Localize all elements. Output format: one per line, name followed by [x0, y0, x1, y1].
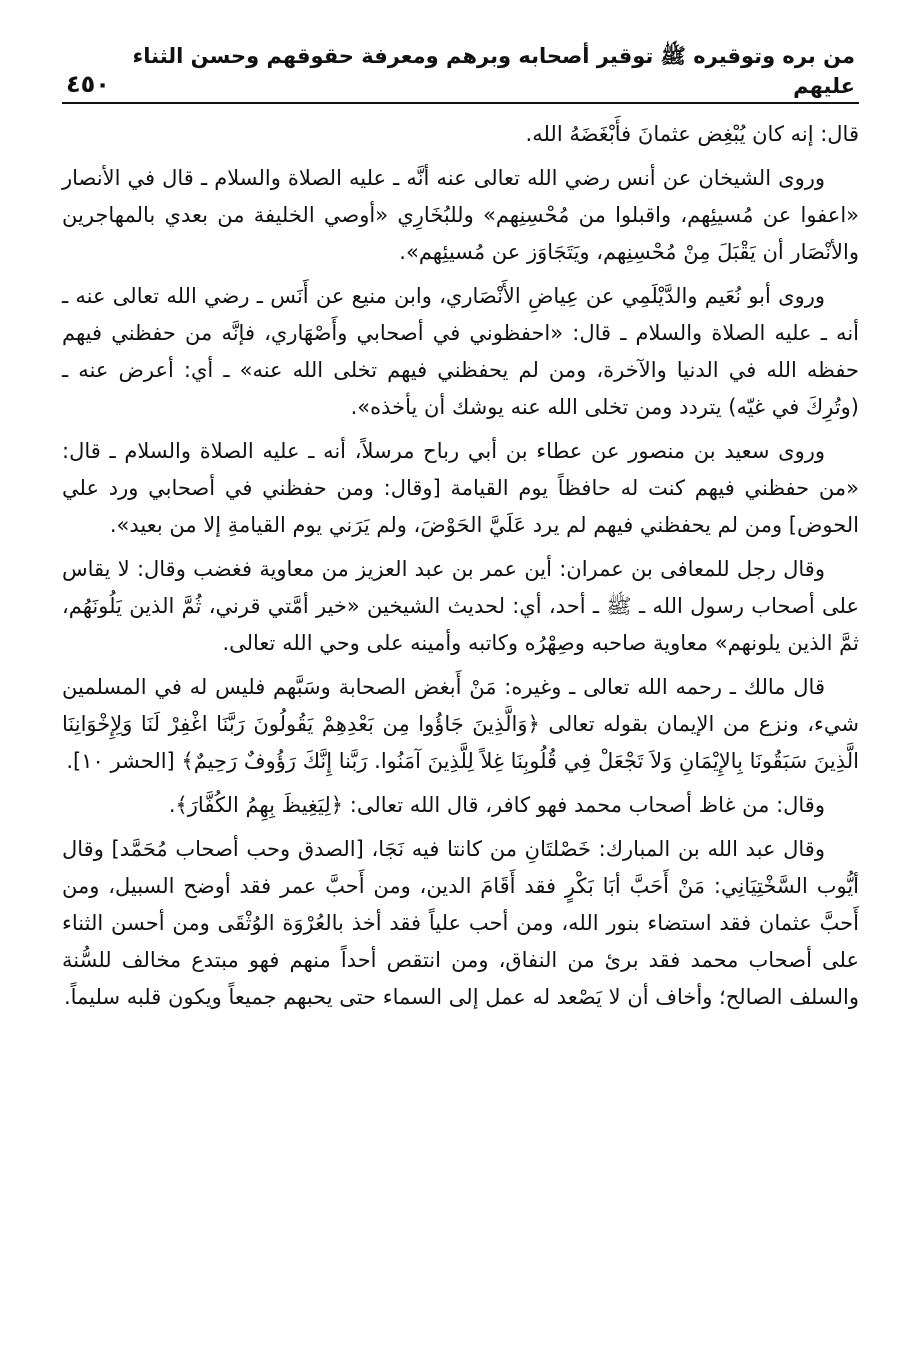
paragraph-6: قال مالك ـ رحمه الله تعالى ـ وغيره: مَنْ أَبغض الصحابة وسَبَّهم فليس له في المسلمين شيء، ونزع من الإيمان بقوله تعالى ﴿وَالَّذِينَ جَاؤُوا مِن بَعْدِهِمْ يَقُولُونَ رَبَّنَا اغْفِرْ لَنَا وَلِإِخْوَانِنَا الَّذِينَ سَبَقُونَا بِالإِيْمَانِ وَلاَ تَجْعَلْ فِي قُلُوبِنَا غِلاً لِلَّذِينَ آمَنُوا. رَبَّنا إِنَّكَ رَؤُوفٌ رَحِيمٌ﴾ [الحشر ١٠]. [62, 675, 859, 773]
paragraph-7: وقال: من غاظ أصحاب محمد فهو كافر، قال الله تعالى: ﴿لِيَغِيظَ بِهِمُ الكُفَّارَ﴾. [168, 793, 825, 817]
page-number: ٤٥٠ [66, 70, 110, 98]
page-header [62, 44, 859, 104]
running-title: من بره وتوقيره ﷺ توقير أصحابه وبرهم ومعرفة حقوقهم وحسن الثناء عليهم [132, 44, 855, 98]
paragraph-1: قال: إنه كان يُبْغِض عثمانَ فأَبْغَضَهُ الله. [525, 122, 859, 146]
paragraph-5: وقال رجل للمعافى بن عمران: أين عمر بن عبد العزيز من معاوية فغضب وقال: لا يقاس على أصحاب رسول الله ـ ﷺ ـ أحد، أي: لحديث الشيخين «خير أمَّتي قرني، ثُمَّ الذين يَلُونَهُم، ثمَّ الذين يلونهم» معاوية صاحبه وصِهْرُه وكاتبه وأمينه على وحي الله تعالى. [62, 557, 859, 655]
paragraph-3: وروى أبو نُعَيم والدَّيْلَمِي عن عِياضِ الأَنْصَاري، وابن منيع عن أَنَس ـ رضي الله تعالى عنه ـ أنه ـ عليه الصلاة والسلام ـ قال: «احفظوني في أصحابي وأَصْهَاري، فإنَّه من حفظني فيهم حفظه الله في الدنيا والآخرة، ومن لم يحفظني فيهم تخلى الله عنه» ـ أي: أعرض عنه ـ (وتُرِكَ في غيّه) يتردد ومن تخلى الله عنه يوشك أن يأخذه». [62, 284, 859, 419]
paragraph-4: وروى سعيد بن منصور عن عطاء بن أبي رباح مرسلاً، أنه ـ عليه الصلاة والسلام ـ قال: «من حفظني فيهم كنت له حافظاً يوم القيامة [وقال: ومن حفظني في أصحابي ورد علي الحوض] ومن لم يحفظني فيهم لم يرد عَلَيَّ الحَوْضَ، ولم يَرَني يوم القيامةِ إلا من بعيد». [62, 439, 859, 537]
paragraph-2: وروى الشيخان عن أنس رضي الله تعالى عنه أنَّه ـ عليه الصلاة والسلام ـ قال في الأنصار «اعفوا عن مُسيئِهم، واقبلوا من مُحْسِنِهم» وللبُخَارِي «أوصي الخليفة من بعدي بالمهاجرين والأنْصَار أن يَقْبَلَ مِنْ مُحْسِنِهم، ويَتَجَاوَز عن مُسيئِهم». [62, 166, 859, 264]
page-body [62, 116, 859, 1016]
paragraph-8: وقال عبد الله بن المبارك: خَصْلتَانِ من كانتا فيه نَجَا، [الصدق وحب أصحاب مُحَمَّد] وقال أيُّوب السَّخْتِيَانِي: مَنْ أَحَبَّ أبَا بَكْرٍ فقد أَقَامَ الدين، ومن أَحبَّ عمر فقد أوضح السبيل، ومن أَحبَّ عثمان فقد استضاء بنور الله، ومن أحب علياً فقد أخذ بالعُرْوَة الوُثْقَى ومن أحسن الثناء على أصحاب محمد فقد برئ من النفاق، ومن انتقص أحداً منهم فهو مبتدع مخالف للسُّنة والسلف الصالح؛ وأخاف أن لا يَصْعد له عمل إلى السماء حتى يحبهم جميعاً ويكون قلبه سليماً. [62, 837, 859, 1009]
